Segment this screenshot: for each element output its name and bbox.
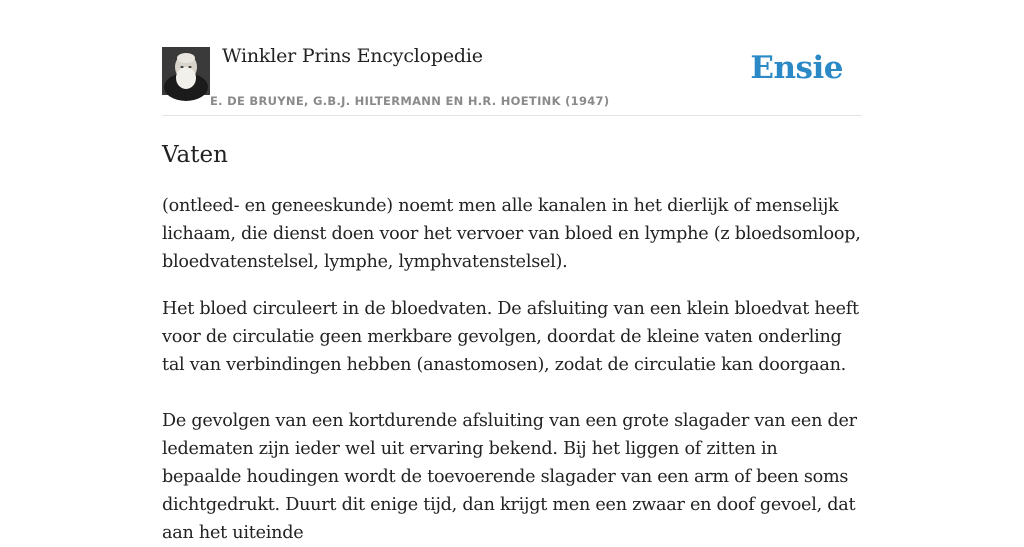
author-portrait-icon [162,47,210,95]
source-header [162,0,862,116]
source-title[interactable]: Winkler Prins Encyclopedie [222,45,483,67]
avatar[interactable] [162,47,210,95]
page-title: Vaten [162,142,228,168]
article-paragraph: Het bloed circuleert in de bloedvaten. De afsluiting van een klein bloedvat heeft voor de circulatie geen merkbare gevolgen, doordat de kleine vaten onderling tal van verbindingen hebben (anastomosen), zodat de circulatie kan doorgaan. De gevolgen van een kortdurende afsluiting van een grote slagader van een der ledematen zijn ieder wel uit ervaring bekend. Bij het liggen of zitten in bepaalde houdingen wordt de toevoerende slagader van een arm of been soms dichtgedrukt. Duurt dit enige tijd, dan krijgt men een zwaar en doof gevoel, dat aan het uiteinde [162,299,859,543]
authors: E. DE BRUYNE, G.B.J. HILTERMANN EN H.R. HOETINK (1947) [210,94,610,108]
article-paragraph: (ontleed- en geneeskunde) noemt men alle kanalen in het dierlijk of menselijk lichaam, die dienst doen voor het vervoer van bloed en lymphe (z bloedsomloop, bloedvatenstelsel, lymphe, lymphvatenstelsel). [162,196,861,272]
content-column [162,0,862,547]
brand-logo[interactable]: Ensie [750,50,843,86]
